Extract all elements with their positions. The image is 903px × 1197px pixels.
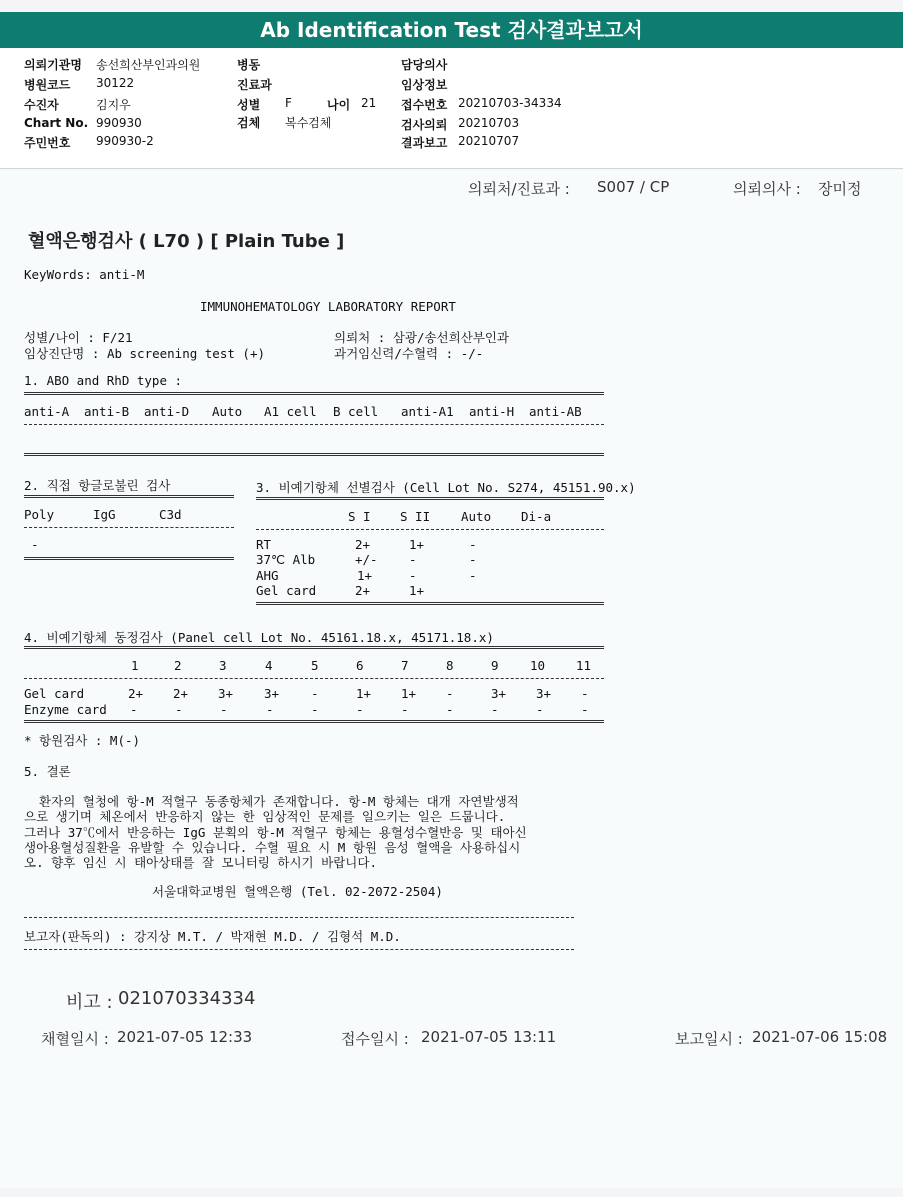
panel-column: 4 (265, 658, 273, 673)
panel-value: - (311, 702, 319, 717)
sex-age: 성별/나이 : F/21 (24, 330, 133, 345)
abo-header: anti-A1 (401, 404, 454, 419)
panel-value: - (536, 702, 544, 717)
collected-label: 채혈일시 : (41, 1030, 109, 1048)
dat-value: - (31, 537, 39, 552)
panel-row-label: Enzyme card (24, 702, 107, 717)
dept-label: 의뢰처/진료과 : (468, 180, 570, 198)
panel-value: 3+ (491, 686, 507, 701)
divider (24, 453, 604, 456)
divider (256, 602, 604, 605)
patient-info-panel (0, 48, 903, 169)
report-heading: 혈액은행검사 ( L70 ) [ Plain Tube ] (28, 231, 345, 252)
dept-value: S007 / CP (597, 178, 670, 196)
info-value: 송선희산부인과의원 (96, 58, 201, 72)
keywords: KeyWords: anti-M (24, 267, 145, 282)
panel-column: 11 (576, 658, 592, 673)
info-label: 수진자 (24, 98, 59, 112)
screen-value: 1+ (409, 537, 425, 552)
info-label: 접수번호 (401, 98, 448, 112)
received-value: 2021-07-05 13:11 (421, 1028, 557, 1046)
conclusion-line: 생아용혈성질환을 유발할 수 있습니다. 수혈 필요 시 M 항원 음성 혈액을 사용하십시 (24, 840, 521, 855)
reported-label: 보고일시 : (675, 1030, 743, 1048)
info-label: 나이 (327, 98, 351, 112)
info-label: 의뢰기관명 (24, 58, 82, 72)
conclusion-line: 으로 생기며 체온에서 반응하지 않는 한 임상적인 문제를 일으키는 일은 드뭅니다. (24, 809, 506, 824)
divider (24, 646, 604, 649)
divider (24, 557, 234, 560)
panel-value: - (581, 686, 589, 701)
divider (256, 529, 604, 530)
info-value: 20210703-34334 (458, 96, 562, 110)
abo-header: A1 cell (264, 404, 317, 419)
info-label: 임상정보 (401, 78, 448, 92)
abo-header: Auto (212, 404, 243, 419)
divider (24, 678, 604, 679)
phase-label: AHG (256, 568, 279, 583)
phase-label: RT (256, 537, 272, 552)
divider (24, 495, 234, 498)
panel-value: 3+ (218, 686, 234, 701)
panel-column: 5 (311, 658, 319, 673)
info-value: 복수검체 (285, 116, 332, 130)
dat-header: C3d (159, 507, 182, 522)
info-label: 결과보고 (401, 136, 448, 150)
panel-value: - (446, 686, 454, 701)
abo-header: anti-D (144, 404, 190, 419)
panel-value: - (491, 702, 499, 717)
history: 과거임신력/수혈력 : -/- (334, 346, 484, 361)
section3-title: 3. 비예기항체 선별검사 (Cell Lot No. S274, 45151.90.x) (256, 480, 636, 495)
panel-value: 2+ (173, 686, 189, 701)
screen-value: 2+ (355, 537, 371, 552)
diagnosis: 임상진단명 : Ab screening test (+) (24, 346, 265, 361)
panel-value: - (130, 702, 138, 717)
screen-value: 1+ (409, 583, 425, 598)
info-value: 21 (361, 96, 377, 110)
panel-column: 1 (131, 658, 139, 673)
panel-column: 2 (174, 658, 182, 673)
phase-label: 37℃ Alb (256, 552, 316, 567)
section4-title: 4. 비예기항체 동정검사 (Panel cell Lot No. 45161.18.x, 45171.18.x) (24, 630, 494, 645)
panel-value: - (446, 702, 454, 717)
requester: 의뢰처 : 삼광/송선희산부인과 (334, 330, 510, 345)
panel-value: - (401, 702, 409, 717)
reported-value: 2021-07-06 15:08 (752, 1028, 888, 1046)
divider (256, 497, 604, 500)
abo-header: anti-A (24, 404, 70, 419)
dat-header: IgG (93, 507, 116, 522)
report-sheet (0, 170, 903, 1188)
panel-value: 3+ (536, 686, 552, 701)
info-value: 990930-2 (96, 134, 154, 148)
panel-value: - (220, 702, 228, 717)
info-value: F (285, 96, 292, 110)
screen-value: - (409, 568, 417, 583)
info-label: 병원코드 (24, 78, 71, 92)
abo-header: anti-H (469, 404, 515, 419)
screen-header: S I (348, 509, 371, 524)
info-label: 병동 (237, 58, 261, 72)
divider (24, 527, 234, 528)
received-label: 접수일시 : (341, 1030, 409, 1048)
screen-header: S II (400, 509, 431, 524)
info-value: 김지우 (96, 98, 131, 112)
panel-row-label: Gel card (24, 686, 85, 701)
divider (24, 392, 604, 395)
screen-header: Auto (461, 509, 492, 524)
info-value: 20210707 (458, 134, 520, 148)
remark-value: 021070334334 (118, 988, 256, 1009)
screen-value: 1+ (357, 568, 373, 583)
conclusion-line: 환자의 혈청에 항-M 적혈구 동종항체가 존재합니다. 항-M 항체는 대개 자연발생적 (24, 794, 519, 809)
screen-value: +/- (355, 552, 378, 567)
info-label: 검사의뢰 (401, 118, 448, 132)
info-label: 진료과 (237, 78, 272, 92)
conclusion-line: 오. 향후 임신 시 태아상태를 잘 모니터링 하시기 바랍니다. (24, 855, 377, 870)
doctor-value: 장미정 (818, 180, 862, 198)
collected-value: 2021-07-05 12:33 (117, 1028, 253, 1046)
hospital-info: 서울대학교병원 혈액은행 (Tel. 02-2072-2504) (152, 884, 443, 899)
panel-value: 1+ (401, 686, 417, 701)
abo-header: anti-AB (529, 404, 582, 419)
info-label: Chart No. (24, 116, 89, 130)
screen-value: - (469, 552, 477, 567)
info-value: 990930 (96, 116, 142, 130)
screen-value: - (469, 537, 477, 552)
abo-header: B cell (333, 404, 379, 419)
info-label: 주민번호 (24, 136, 71, 150)
panel-value: - (311, 686, 319, 701)
section2-title: 2. 직접 항글로불린 검사 (24, 478, 171, 493)
conclusion-line: 그러나 37℃에서 반응하는 IgG 분획의 항-M 적혈구 항체는 용혈성수혈반응 및 태아신 (24, 825, 527, 840)
remark-label: 비고 : (66, 992, 113, 1013)
screen-value: - (409, 552, 417, 567)
section5-title: 5. 결론 (24, 764, 71, 779)
divider (24, 424, 604, 425)
abo-header: anti-B (84, 404, 130, 419)
reporters: 보고자(판독의) : 강지상 M.T. / 박재현 M.D. / 김형석 M.D. (24, 929, 401, 944)
divider (24, 720, 604, 723)
info-value: 30122 (96, 76, 135, 90)
screen-header: Di-a (521, 509, 552, 524)
panel-column: 10 (530, 658, 546, 673)
phase-label: Gel card (256, 583, 317, 598)
panel-column: 9 (491, 658, 499, 673)
panel-value: 1+ (356, 686, 372, 701)
doctor-label: 의뢰의사 : (733, 180, 801, 198)
info-value: 20210703 (458, 116, 520, 130)
info-label: 담당의사 (401, 58, 448, 72)
dat-header: Poly (24, 507, 55, 522)
panel-column: 7 (401, 658, 409, 673)
section1-title: 1. ABO and RhD type : (24, 373, 183, 388)
lab-report-header: IMMUNOHEMATOLOGY LABORATORY REPORT (200, 299, 456, 314)
panel-value: 2+ (128, 686, 144, 701)
divider (24, 949, 574, 950)
panel-value: - (356, 702, 364, 717)
panel-value: - (266, 702, 274, 717)
antigen-test: * 항원검사 : M(-) (24, 733, 141, 748)
panel-column: 8 (446, 658, 454, 673)
panel-value: - (581, 702, 589, 717)
panel-column: 6 (356, 658, 364, 673)
panel-value: 3+ (264, 686, 280, 701)
panel-value: - (175, 702, 183, 717)
panel-column: 3 (219, 658, 227, 673)
screen-value: - (469, 568, 477, 583)
screen-value: 2+ (355, 583, 371, 598)
info-label: 검체 (237, 116, 261, 130)
divider (24, 917, 574, 918)
report-title-bar: Ab Identification Test 검사결과보고서 (0, 12, 903, 48)
info-label: 성별 (237, 98, 261, 112)
